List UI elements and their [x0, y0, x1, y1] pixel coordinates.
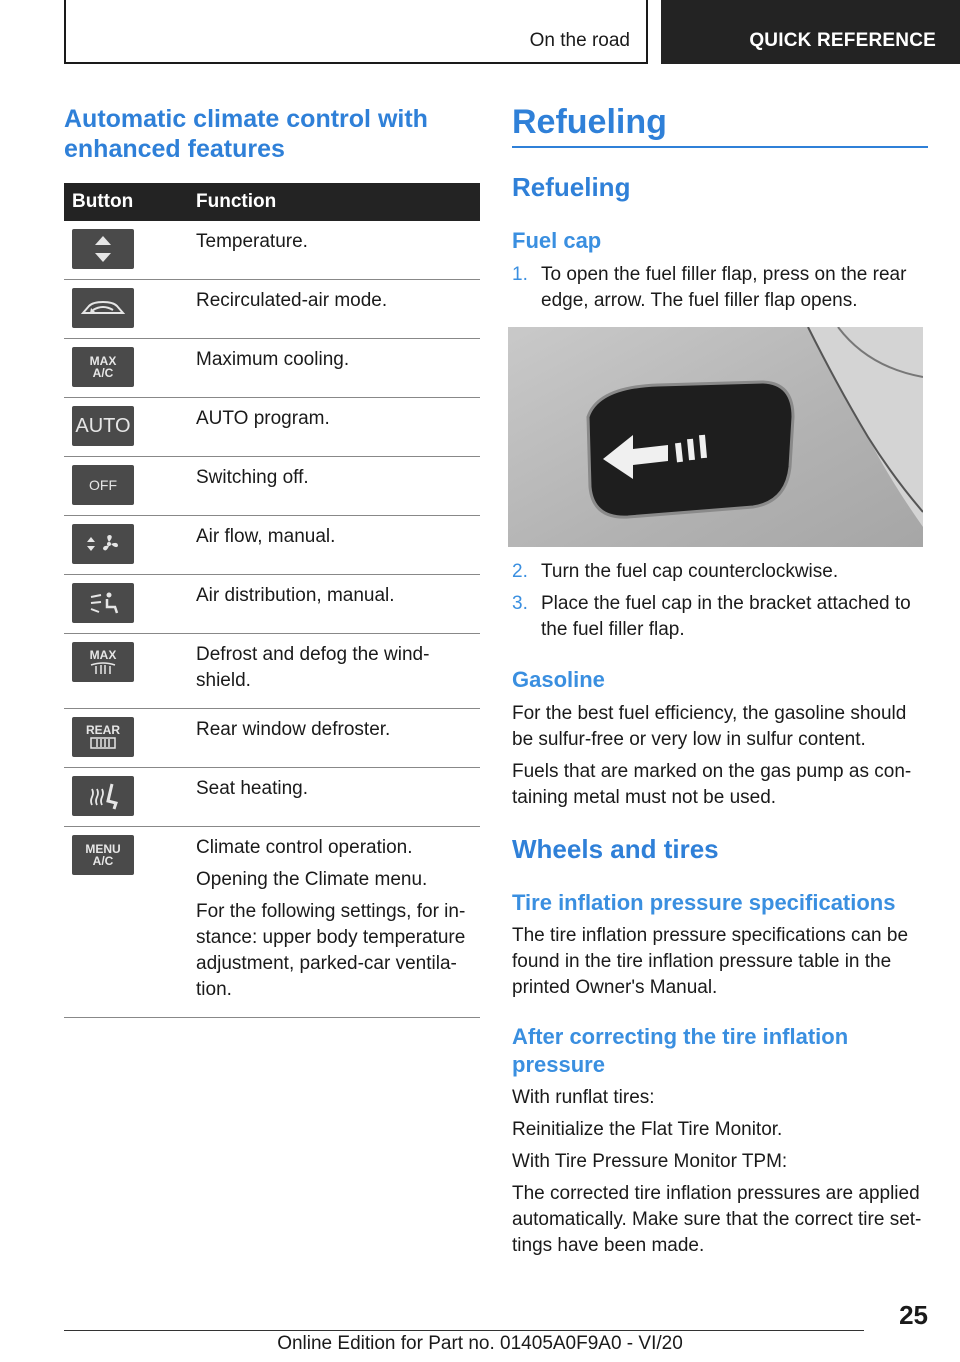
step-text: Place the fuel cap in the bracket attached to the fuel filler flap.: [541, 593, 911, 640]
function-text: AUTO program.: [196, 408, 330, 429]
tire-pressure-paragraph: The tire inflation pressure specifications can be found in the tire inflation pressure table in the printed Owner's Manual.: [512, 925, 909, 998]
fuel-cap-heading: Fuel cap: [512, 228, 602, 253]
rear-defrost-icon: REAR: [72, 717, 134, 757]
table-row: [64, 221, 480, 280]
fuel-filler-flap-photo: [508, 327, 923, 547]
table-row: [64, 280, 480, 339]
quick-reference-label: QUICK REFERENCE: [749, 30, 936, 51]
table-row: [64, 634, 480, 709]
table-row: [64, 768, 480, 827]
climate-control-title: Automatic climate control with enhanced features: [64, 105, 428, 163]
max-ac-icon: MAX A/C: [72, 347, 134, 387]
table-row: [64, 827, 480, 1018]
function-text: Recirculated-air mode.: [196, 290, 388, 311]
step-2: [512, 559, 928, 585]
step-3: [512, 591, 928, 643]
wheels-tires-heading: Wheels and tires: [512, 834, 719, 864]
function-text: Maximum cooling.: [196, 349, 350, 370]
step-number: 1.: [512, 264, 528, 285]
page-number: 25: [899, 1300, 928, 1330]
table-row: [64, 339, 480, 398]
function-text: Switching off.: [196, 467, 309, 488]
function-text: Seat heating.: [196, 778, 308, 799]
step-text: Turn the fuel cap counterclockwise.: [541, 561, 839, 582]
step-number: 2.: [512, 561, 528, 582]
header-frame: [64, 0, 648, 64]
quick-reference-tab[interactable]: [661, 0, 960, 64]
after-paragraph-4: The corrected tire inflation pressures are applied automatically. Make sure that the correct tire set-tings have been made.: [512, 1183, 922, 1256]
step-number: 3.: [512, 593, 528, 614]
after-paragraph-1: With runflat tires:: [512, 1087, 655, 1108]
max-defrost-icon: MAX: [72, 642, 134, 682]
step-1: [512, 262, 928, 314]
table-row: [64, 516, 480, 575]
table-row: [64, 709, 480, 768]
gasoline-paragraph-1: For the best fuel efficiency, the gasoline should be sulfur-free or very low in sulfur content.: [512, 703, 907, 750]
function-text: Climate control operation.: [196, 837, 413, 858]
after-correcting-heading: After correcting the tire inflation pressure: [512, 1024, 849, 1077]
function-text: Defrost and defog the wind-shield.: [196, 644, 430, 691]
refueling-title: Refueling: [512, 100, 928, 148]
footer-divider: [64, 1330, 864, 1331]
tire-pressure-heading: Tire inflation pressure specifications: [512, 890, 896, 915]
table-row: [64, 575, 480, 634]
fan-icon: [72, 524, 134, 564]
column-header-button: Button: [64, 183, 188, 221]
air-distribution-icon: [72, 583, 134, 623]
off-icon: OFF: [72, 465, 134, 505]
function-text: Air distribution, manual.: [196, 585, 395, 606]
step-text: To open the fuel filler flap, press on the rear edge, arrow. The fuel filler flap opens.: [541, 264, 907, 311]
auto-icon: AUTO: [72, 406, 134, 446]
refueling-subtitle: Refueling: [512, 172, 631, 202]
function-text: For the following settings, for in-stance: upper body temperature adjustment, parked-car ventila-tion.: [196, 901, 466, 1000]
table-row: [64, 457, 480, 516]
footer-edition: Online Edition for Part no. 01405A0F9A0 - VI/20: [277, 1333, 683, 1354]
gasoline-heading: Gasoline: [512, 667, 605, 692]
table-row: [64, 398, 480, 457]
recirculated-air-icon: [72, 288, 134, 328]
table-header-row: [64, 183, 480, 221]
menu-ac-icon: MENU A/C: [72, 835, 134, 875]
after-paragraph-3: With Tire Pressure Monitor TPM:: [512, 1151, 788, 1172]
seat-heating-icon: [72, 776, 134, 816]
gasoline-paragraph-2: Fuels that are marked on the gas pump as con-taining metal must not be used.: [512, 761, 912, 808]
function-text: Air flow, manual.: [196, 526, 336, 547]
climate-buttons-table: [64, 183, 480, 1018]
function-text: Temperature.: [196, 231, 308, 252]
column-header-function: Function: [188, 183, 480, 221]
temperature-arrows-icon: [72, 229, 134, 269]
function-text: Rear window defroster.: [196, 719, 391, 740]
function-text: Opening the Climate menu.: [196, 869, 428, 890]
section-title: On the road: [529, 30, 630, 51]
after-paragraph-2: Reinitialize the Flat Tire Monitor.: [512, 1119, 783, 1140]
